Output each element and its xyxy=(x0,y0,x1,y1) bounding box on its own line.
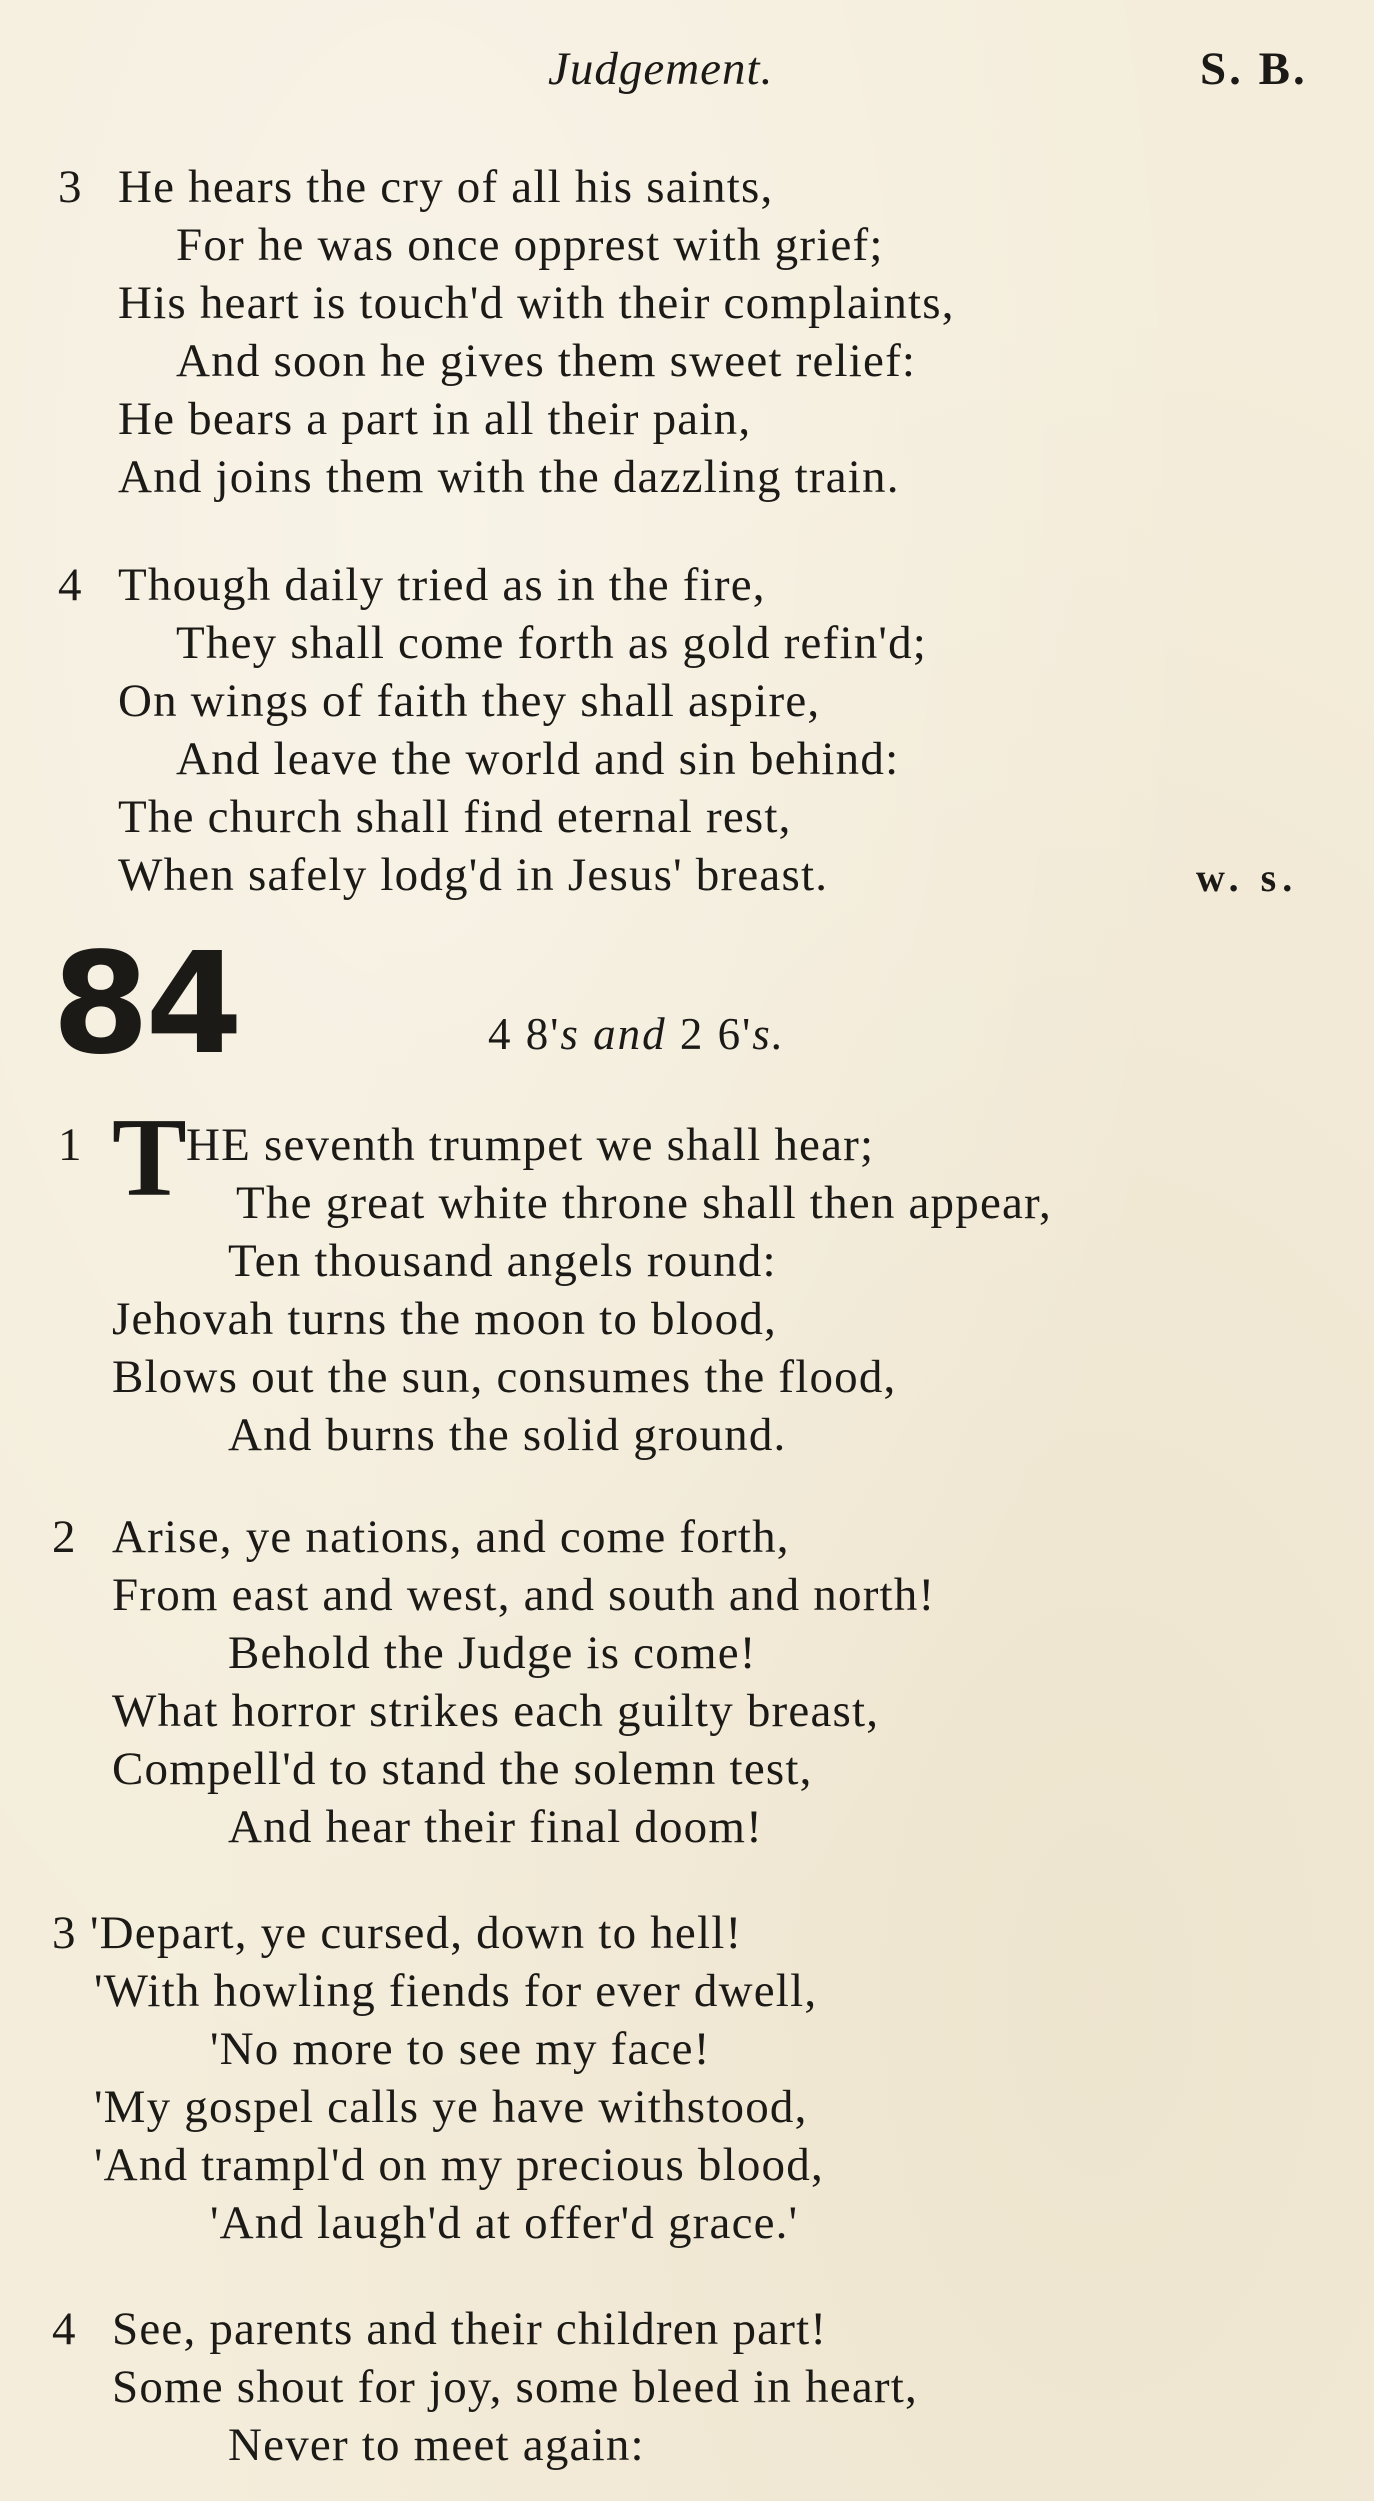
verse-line: And hear their final doom! xyxy=(228,1801,763,1853)
verse-line: Ten thousand angels round: xyxy=(228,1235,777,1287)
verse-line: 'My gospel calls ye have withstood, xyxy=(94,2081,808,2133)
author-attribution: w. s. xyxy=(1196,855,1299,900)
hymn-meter: 4 8's and 2 6's. xyxy=(488,1009,785,1059)
verse-line: 'And trampl'd on my precious blood, xyxy=(94,2139,824,2191)
running-head xyxy=(0,42,1374,112)
verse-line: Some shout for joy, some bleed in heart, xyxy=(112,2361,918,2413)
verse-line: Compell'd to stand the solemn test, xyxy=(112,1743,813,1795)
verse-line: 'No more to see my face! xyxy=(210,2023,711,2075)
verse-number: 3 xyxy=(52,1907,76,1959)
running-title: Judgement. xyxy=(548,43,774,95)
verse-line: When safely lodg'd in Jesus' breast. xyxy=(118,849,829,901)
verse-line: Jehovah turns the moon to blood, xyxy=(112,1293,778,1345)
verse-line: 'Depart, ye cursed, down to hell! xyxy=(90,1907,743,1959)
verse-number: 4 xyxy=(58,559,82,611)
verse-line: And soon he gives them sweet relief: xyxy=(176,335,917,387)
drop-cap: T xyxy=(112,1096,187,1220)
verse-line: He hears the cry of all his saints, xyxy=(118,161,774,213)
verse-line: Though daily tried as in the fire, xyxy=(118,559,766,611)
verse-line: The church shall find eternal rest, xyxy=(118,791,792,843)
verse-line: And joins them with the dazzling train. xyxy=(118,451,900,503)
verse-number: 3 xyxy=(58,161,82,213)
verse-line: On wings of faith they shall aspire, xyxy=(118,675,821,727)
verse-line: What horror strikes each guilty breast, xyxy=(112,1685,880,1737)
verse-line: He bears a part in all their pain, xyxy=(118,393,752,445)
verse-line: And burns the solid ground. xyxy=(228,1409,787,1461)
hymn-number: 84 xyxy=(52,923,239,1086)
running-book-mark: S. B. xyxy=(1200,43,1308,95)
verse-number: 4 xyxy=(52,2303,76,2355)
verse-number: 1 xyxy=(58,1119,82,1171)
verse-line: And leave the world and sin behind: xyxy=(176,733,900,785)
verse-line: Behold the Judge is come! xyxy=(228,1627,757,1679)
verse-line: The great white throne shall then appear, xyxy=(236,1177,1052,1229)
verse-number: 2 xyxy=(52,1511,76,1563)
verse-line: Arise, ye nations, and come forth, xyxy=(112,1511,790,1563)
verse-line: HE seventh trumpet we shall hear; xyxy=(186,1119,875,1171)
verse-line: For he was once opprest with grief; xyxy=(176,219,884,271)
verse-line: They shall come forth as gold refin'd; xyxy=(176,617,928,669)
verse-line: From east and west, and south and north! xyxy=(112,1569,936,1621)
verse-line: Never to meet again: xyxy=(228,2419,645,2471)
verse-line: His heart is touch'd with their complaints, xyxy=(118,277,955,329)
verse-line: 'With howling fiends for ever dwell, xyxy=(94,1965,818,2017)
verse-line: See, parents and their children part! xyxy=(112,2303,828,2355)
verse-line: 'And laugh'd at offer'd grace.' xyxy=(210,2197,799,2249)
verse-line: Blows out the sun, consumes the flood, xyxy=(112,1351,897,1403)
